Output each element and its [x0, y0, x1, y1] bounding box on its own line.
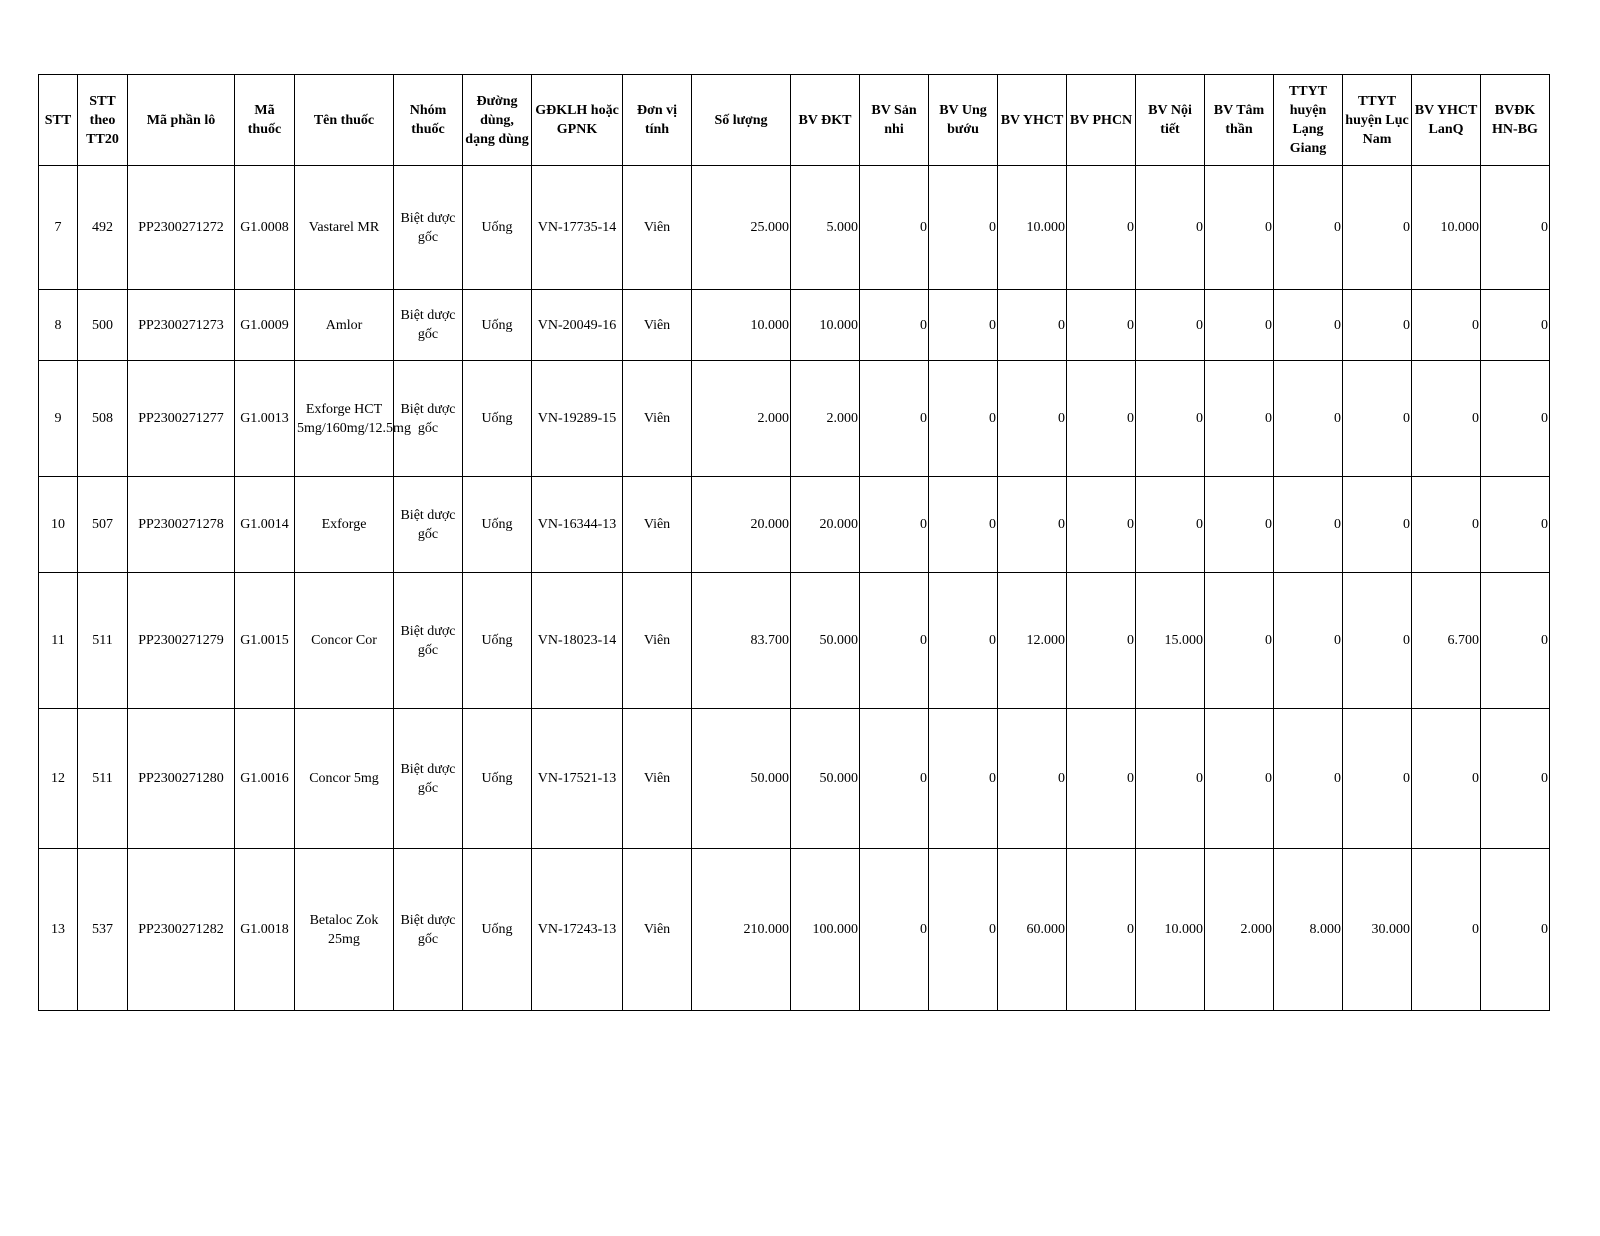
table-row	[39, 573, 1550, 709]
cell-ma-phan-lo: PP2300271279	[128, 573, 235, 709]
cell-ttyt-luc-nam: 0	[1343, 166, 1412, 290]
cell-bv-tam-than: 0	[1205, 166, 1274, 290]
header-so-luong: Số lượng	[692, 75, 791, 166]
cell-gdklh: VN-17243-13	[532, 849, 623, 1011]
cell-don-vi-tinh: Viên	[623, 709, 692, 849]
cell-duong-dung: Uống	[463, 709, 532, 849]
header-bv-yhct-lanq: BV YHCT LanQ	[1412, 75, 1481, 166]
cell-bvdk-hn-bg: 0	[1481, 573, 1550, 709]
cell-bv-dkt: 20.000	[791, 477, 860, 573]
cell-bv-yhct: 0	[998, 709, 1067, 849]
cell-bv-tam-than: 0	[1205, 573, 1274, 709]
cell-ttyt-lang-giang: 0	[1274, 361, 1343, 477]
cell-bvdk-hn-bg: 0	[1481, 709, 1550, 849]
cell-stt-tt20: 511	[78, 709, 128, 849]
cell-bvdk-hn-bg: 0	[1481, 361, 1550, 477]
header-ttyt-luc-nam: TTYT huyện Lục Nam	[1343, 75, 1412, 166]
cell-ma-thuoc: G1.0014	[235, 477, 295, 573]
table-row	[39, 290, 1550, 361]
cell-bvdk-hn-bg: 0	[1481, 849, 1550, 1011]
cell-bv-dkt: 2.000	[791, 361, 860, 477]
cell-bv-yhct: 60.000	[998, 849, 1067, 1011]
cell-don-vi-tinh: Viên	[623, 477, 692, 573]
cell-bv-yhct: 0	[998, 477, 1067, 573]
cell-don-vi-tinh: Viên	[623, 290, 692, 361]
cell-duong-dung: Uống	[463, 166, 532, 290]
cell-so-luong: 25.000	[692, 166, 791, 290]
cell-ten-thuoc: Amlor	[295, 290, 394, 361]
cell-stt: 8	[39, 290, 78, 361]
header-bvdk-hn-bg: BVĐK HN-BG	[1481, 75, 1550, 166]
cell-bv-ung-buou: 0	[929, 166, 998, 290]
cell-gdklh: VN-19289-15	[532, 361, 623, 477]
header-bv-phcn: BV PHCN	[1067, 75, 1136, 166]
cell-bv-san-nhi: 0	[860, 361, 929, 477]
cell-don-vi-tinh: Viên	[623, 849, 692, 1011]
header-stt-tt20: STT theo TT20	[78, 75, 128, 166]
cell-don-vi-tinh: Viên	[623, 361, 692, 477]
header-bv-ung-buou: BV Ung bướu	[929, 75, 998, 166]
cell-bv-yhct: 10.000	[998, 166, 1067, 290]
cell-bv-noi-tiet: 0	[1136, 290, 1205, 361]
cell-stt: 13	[39, 849, 78, 1011]
cell-ttyt-lang-giang: 0	[1274, 709, 1343, 849]
cell-bv-ung-buou: 0	[929, 477, 998, 573]
header-bv-san-nhi: BV Sản nhi	[860, 75, 929, 166]
cell-ttyt-lang-giang: 0	[1274, 573, 1343, 709]
cell-so-luong: 50.000	[692, 709, 791, 849]
header-bv-dkt: BV ĐKT	[791, 75, 860, 166]
table-row	[39, 849, 1550, 1011]
cell-bv-yhct-lanq: 0	[1412, 709, 1481, 849]
cell-gdklh: VN-18023-14	[532, 573, 623, 709]
cell-bvdk-hn-bg: 0	[1481, 166, 1550, 290]
drug-allocation-table	[38, 74, 1550, 1011]
cell-stt: 11	[39, 573, 78, 709]
cell-ma-phan-lo: PP2300271273	[128, 290, 235, 361]
cell-bv-phcn: 0	[1067, 709, 1136, 849]
cell-bv-san-nhi: 0	[860, 290, 929, 361]
header-nhom-thuoc: Nhóm thuốc	[394, 75, 463, 166]
cell-ma-phan-lo: PP2300271272	[128, 166, 235, 290]
cell-ttyt-lang-giang: 0	[1274, 166, 1343, 290]
cell-bv-noi-tiet: 0	[1136, 166, 1205, 290]
cell-ten-thuoc: Betaloc Zok 25mg	[295, 849, 394, 1011]
cell-nhom-thuoc: Biệt dược gốc	[394, 709, 463, 849]
cell-bv-san-nhi: 0	[860, 573, 929, 709]
cell-ttyt-luc-nam: 0	[1343, 477, 1412, 573]
cell-bv-san-nhi: 0	[860, 849, 929, 1011]
cell-ten-thuoc: Exforge HCT 5mg/160mg/12.5mg	[295, 361, 394, 477]
cell-bv-ung-buou: 0	[929, 709, 998, 849]
cell-bv-noi-tiet: 0	[1136, 477, 1205, 573]
cell-ma-thuoc: G1.0016	[235, 709, 295, 849]
cell-nhom-thuoc: Biệt dược gốc	[394, 477, 463, 573]
cell-bv-yhct: 0	[998, 361, 1067, 477]
cell-bv-tam-than: 0	[1205, 361, 1274, 477]
cell-duong-dung: Uống	[463, 477, 532, 573]
cell-ma-thuoc: G1.0008	[235, 166, 295, 290]
cell-ten-thuoc: Concor Cor	[295, 573, 394, 709]
cell-ma-phan-lo: PP2300271278	[128, 477, 235, 573]
cell-nhom-thuoc: Biệt dược gốc	[394, 290, 463, 361]
cell-bv-phcn: 0	[1067, 849, 1136, 1011]
cell-stt: 12	[39, 709, 78, 849]
cell-ma-thuoc: G1.0013	[235, 361, 295, 477]
cell-bvdk-hn-bg: 0	[1481, 290, 1550, 361]
table-row	[39, 477, 1550, 573]
header-ttyt-lang-giang: TTYT huyện Lạng Giang	[1274, 75, 1343, 166]
cell-nhom-thuoc: Biệt dược gốc	[394, 849, 463, 1011]
cell-so-luong: 210.000	[692, 849, 791, 1011]
cell-bv-dkt: 50.000	[791, 709, 860, 849]
cell-stt: 9	[39, 361, 78, 477]
header-don-vi-tinh: Đơn vị tính	[623, 75, 692, 166]
cell-stt-tt20: 492	[78, 166, 128, 290]
cell-bv-yhct-lanq: 0	[1412, 849, 1481, 1011]
cell-duong-dung: Uống	[463, 849, 532, 1011]
cell-bv-yhct-lanq: 10.000	[1412, 166, 1481, 290]
cell-bv-tam-than: 0	[1205, 709, 1274, 849]
cell-bv-noi-tiet: 0	[1136, 709, 1205, 849]
cell-stt-tt20: 507	[78, 477, 128, 573]
cell-bv-yhct-lanq: 0	[1412, 361, 1481, 477]
cell-nhom-thuoc: Biệt dược gốc	[394, 573, 463, 709]
cell-bv-san-nhi: 0	[860, 166, 929, 290]
cell-ttyt-luc-nam: 0	[1343, 709, 1412, 849]
cell-ma-thuoc: G1.0015	[235, 573, 295, 709]
cell-gdklh: VN-17735-14	[532, 166, 623, 290]
cell-ma-thuoc: G1.0009	[235, 290, 295, 361]
cell-gdklh: VN-16344-13	[532, 477, 623, 573]
header-bv-tam-than: BV Tâm thần	[1205, 75, 1274, 166]
cell-gdklh: VN-17521-13	[532, 709, 623, 849]
header-gdklh: GĐKLH hoặc GPNK	[532, 75, 623, 166]
cell-bv-yhct-lanq: 6.700	[1412, 573, 1481, 709]
cell-ten-thuoc: Concor 5mg	[295, 709, 394, 849]
cell-ma-phan-lo: PP2300271282	[128, 849, 235, 1011]
table-body	[39, 166, 1550, 1011]
cell-bv-noi-tiet: 0	[1136, 361, 1205, 477]
cell-ttyt-lang-giang: 8.000	[1274, 849, 1343, 1011]
cell-bv-phcn: 0	[1067, 166, 1136, 290]
cell-gdklh: VN-20049-16	[532, 290, 623, 361]
cell-ttyt-lang-giang: 0	[1274, 477, 1343, 573]
cell-bv-phcn: 0	[1067, 477, 1136, 573]
cell-ttyt-lang-giang: 0	[1274, 290, 1343, 361]
cell-bv-yhct-lanq: 0	[1412, 477, 1481, 573]
table-row	[39, 166, 1550, 290]
cell-ma-thuoc: G1.0018	[235, 849, 295, 1011]
cell-don-vi-tinh: Viên	[623, 573, 692, 709]
cell-stt-tt20: 500	[78, 290, 128, 361]
cell-duong-dung: Uống	[463, 361, 532, 477]
cell-bv-phcn: 0	[1067, 361, 1136, 477]
header-ma-phan-lo: Mã phần lô	[128, 75, 235, 166]
header-ten-thuoc: Tên thuốc	[295, 75, 394, 166]
cell-bvdk-hn-bg: 0	[1481, 477, 1550, 573]
cell-duong-dung: Uống	[463, 573, 532, 709]
cell-so-luong: 2.000	[692, 361, 791, 477]
cell-ttyt-luc-nam: 30.000	[1343, 849, 1412, 1011]
header-row	[39, 75, 1550, 166]
cell-so-luong: 10.000	[692, 290, 791, 361]
cell-bv-dkt: 100.000	[791, 849, 860, 1011]
cell-nhom-thuoc: Biệt dược gốc	[394, 166, 463, 290]
cell-don-vi-tinh: Viên	[623, 166, 692, 290]
cell-nhom-thuoc: Biệt dược gốc	[394, 361, 463, 477]
cell-bv-tam-than: 0	[1205, 477, 1274, 573]
cell-ma-phan-lo: PP2300271277	[128, 361, 235, 477]
cell-bv-san-nhi: 0	[860, 477, 929, 573]
cell-bv-noi-tiet: 10.000	[1136, 849, 1205, 1011]
header-bv-yhct: BV YHCT	[998, 75, 1067, 166]
cell-duong-dung: Uống	[463, 290, 532, 361]
cell-so-luong: 83.700	[692, 573, 791, 709]
cell-bv-dkt: 10.000	[791, 290, 860, 361]
cell-bv-yhct: 12.000	[998, 573, 1067, 709]
cell-bv-ung-buou: 0	[929, 573, 998, 709]
cell-bv-phcn: 0	[1067, 573, 1136, 709]
header-duong-dung: Đường dùng, dạng dùng	[463, 75, 532, 166]
header-stt: STT	[39, 75, 78, 166]
cell-stt: 10	[39, 477, 78, 573]
cell-stt-tt20: 511	[78, 573, 128, 709]
cell-ttyt-luc-nam: 0	[1343, 290, 1412, 361]
cell-ten-thuoc: Exforge	[295, 477, 394, 573]
cell-stt: 7	[39, 166, 78, 290]
cell-bv-ung-buou: 0	[929, 290, 998, 361]
cell-bv-ung-buou: 0	[929, 849, 998, 1011]
cell-ttyt-luc-nam: 0	[1343, 361, 1412, 477]
cell-so-luong: 20.000	[692, 477, 791, 573]
table-row	[39, 709, 1550, 849]
cell-bv-tam-than: 0	[1205, 290, 1274, 361]
cell-bv-dkt: 5.000	[791, 166, 860, 290]
cell-bv-ung-buou: 0	[929, 361, 998, 477]
cell-bv-yhct-lanq: 0	[1412, 290, 1481, 361]
cell-ttyt-luc-nam: 0	[1343, 573, 1412, 709]
cell-stt-tt20: 537	[78, 849, 128, 1011]
cell-bv-dkt: 50.000	[791, 573, 860, 709]
cell-bv-noi-tiet: 15.000	[1136, 573, 1205, 709]
header-bv-noi-tiet: BV Nội tiết	[1136, 75, 1205, 166]
cell-bv-tam-than: 2.000	[1205, 849, 1274, 1011]
table-row	[39, 361, 1550, 477]
cell-stt-tt20: 508	[78, 361, 128, 477]
cell-bv-phcn: 0	[1067, 290, 1136, 361]
cell-bv-yhct: 0	[998, 290, 1067, 361]
header-ma-thuoc: Mã thuốc	[235, 75, 295, 166]
cell-ma-phan-lo: PP2300271280	[128, 709, 235, 849]
cell-ten-thuoc: Vastarel MR	[295, 166, 394, 290]
cell-bv-san-nhi: 0	[860, 709, 929, 849]
